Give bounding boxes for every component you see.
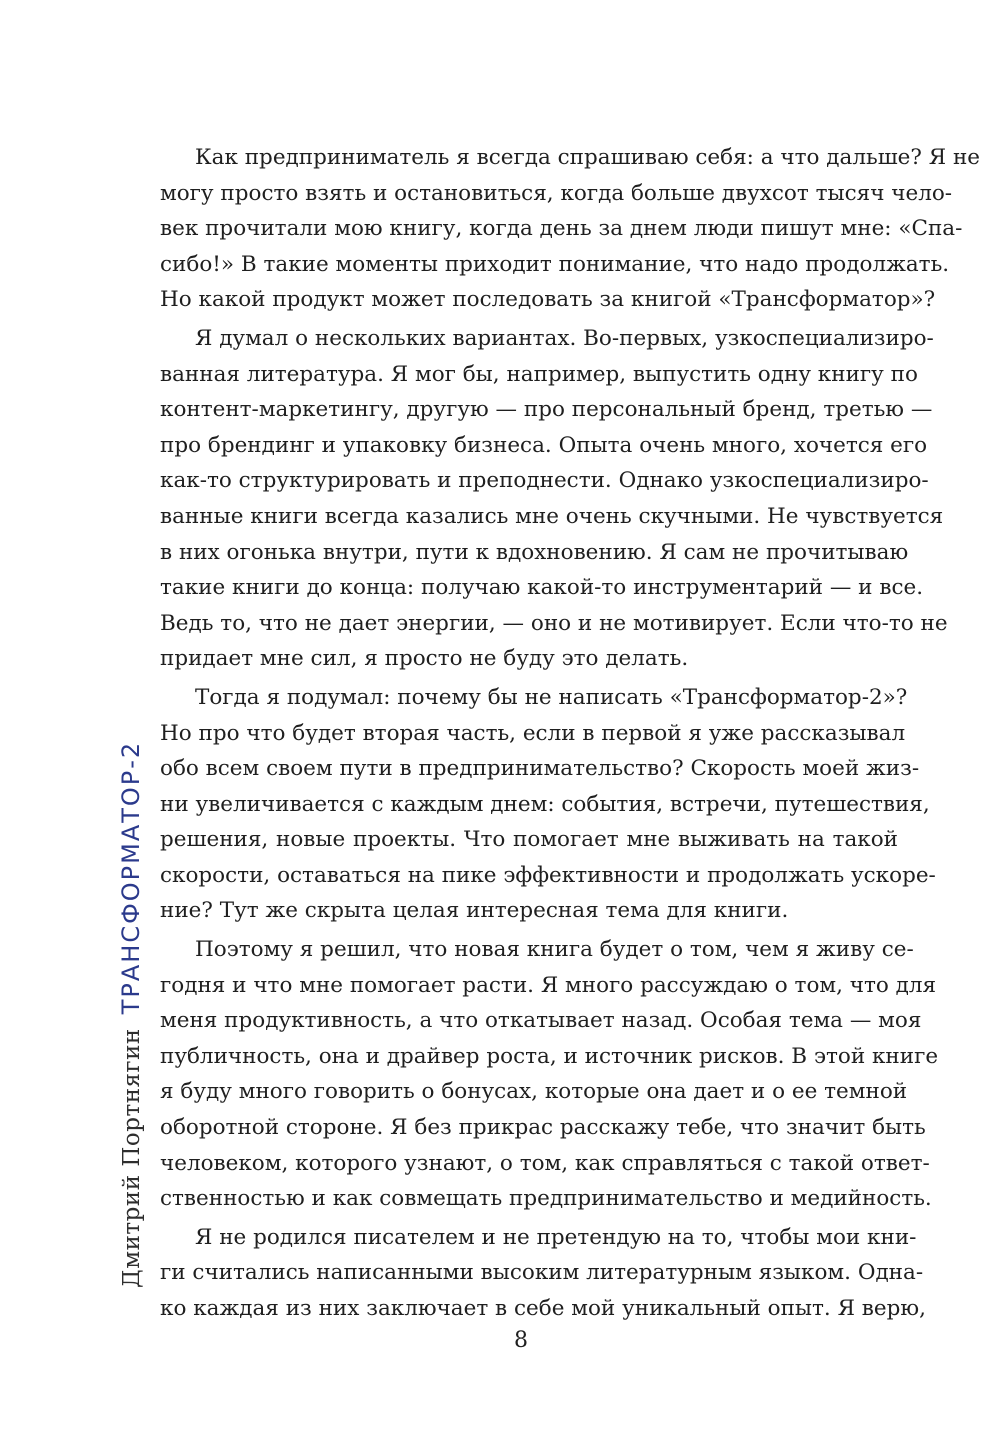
text-line: Но какой продукт может последовать за книгой «Трансформатор»? bbox=[160, 287, 936, 313]
author-name: Дмитрий Портнягин bbox=[119, 1028, 145, 1288]
text-line: Поэтому я решил, что новая книга будет о том, чем я живу се- bbox=[195, 937, 914, 963]
text-line: решения, новые проекты. Что помогает мне выживать на такой bbox=[160, 827, 898, 853]
text-line: ги считались написанными высоким литературным языком. Одна- bbox=[160, 1260, 924, 1286]
text-line: сибо!» В такие моменты приходит понимание, что надо продолжать. bbox=[160, 251, 950, 277]
text-line: меня продуктивность, а что откатывает назад. Особая тема — моя bbox=[160, 1008, 922, 1034]
paragraph bbox=[160, 932, 939, 1217]
running-head bbox=[116, 741, 147, 1288]
text-line: в них огонька внутри, пути к вдохновению. Я сам не прочитываю bbox=[160, 539, 909, 565]
paragraph bbox=[160, 1220, 926, 1327]
text-line: ванные книги всегда казались мне очень скучными. Не чувствуется bbox=[160, 503, 944, 529]
text-line: могу просто взять и остановиться, когда больше двухсот тысяч чело- bbox=[160, 180, 953, 206]
text-line: скорости, оставаться на пике эффективности и продолжать ускоре- bbox=[160, 862, 936, 888]
text-line: Тогда я подумал: почему бы не написать «Трансформатор-2»? bbox=[195, 684, 908, 710]
paragraph bbox=[160, 321, 948, 677]
text-line: публичность, она и драйвер роста, и источник рисков. В этой книге bbox=[160, 1043, 939, 1069]
text-line: оборотной стороне. Я без прикрас расскажу тебе, что значит быть bbox=[160, 1115, 926, 1141]
text-line: Я думал о нескольких вариантах. Во-первых, узкоспециализиро- bbox=[195, 325, 934, 351]
book-title: ТРАНСФОРМАТОР-2 bbox=[117, 740, 145, 1015]
text-line: ванная литература. Я мог бы, например, выпустить одну книгу по bbox=[160, 361, 918, 387]
text-line: ственностью и как совмещать предпринимательство и медийность. bbox=[160, 1186, 932, 1212]
text-line: про брендинг и упаковку бизнеса. Опыта очень много, хочется его bbox=[160, 432, 928, 458]
text-line: век прочитали мою книгу, когда день за днем люди пишут мне: «Спа- bbox=[160, 216, 963, 242]
text-line: ни увеличивается с каждым днем: события, встречи, путешествия, bbox=[160, 791, 930, 817]
text-line: обо всем своем пути в предпринимательство? Скорость моей жиз- bbox=[160, 756, 920, 782]
text-line: человеком, которого узнают, о том, как справляться с такой ответ- bbox=[160, 1150, 930, 1176]
paragraph bbox=[160, 680, 936, 929]
text-line: ко каждая из них заключает в себе мой уникальный опыт. Я верю, bbox=[160, 1296, 926, 1321]
text-line: Ведь то, что не дает энергии, — оно и не мотивирует. Если что-то не bbox=[160, 610, 948, 636]
text-line: как-то структурировать и преподнести. Однако узкоспециализиро- bbox=[160, 468, 929, 494]
text-line: Я не родился писателем и не претендую на то, чтобы мои кни- bbox=[195, 1224, 917, 1250]
text-line: такие книги до конца: получаю какой-то инструментарий — и все. bbox=[160, 575, 924, 601]
text-line: я буду много говорить о бонусах, которые она дает и о ее темной bbox=[160, 1079, 908, 1105]
text-line: придает мне сил, я просто не буду это делать. bbox=[160, 646, 689, 672]
text-line: Как предприниматель я всегда спрашиваю себя: а что дальше? Я не bbox=[195, 145, 981, 170]
page-number: 8 bbox=[514, 1328, 528, 1353]
body-text bbox=[160, 140, 981, 1330]
paragraph bbox=[160, 140, 981, 318]
text-line: годня и что мне помогает расти. Я много рассуждаю о том, что для bbox=[160, 972, 937, 998]
text-line: Но про что будет вторая часть, если в первой я уже рассказывал bbox=[160, 720, 906, 746]
text-line: контент-маркетингу, другую — про персональный бренд, третью — bbox=[160, 397, 933, 423]
text-line: ние? Тут же скрыта целая интересная тема для книги. bbox=[160, 898, 789, 924]
